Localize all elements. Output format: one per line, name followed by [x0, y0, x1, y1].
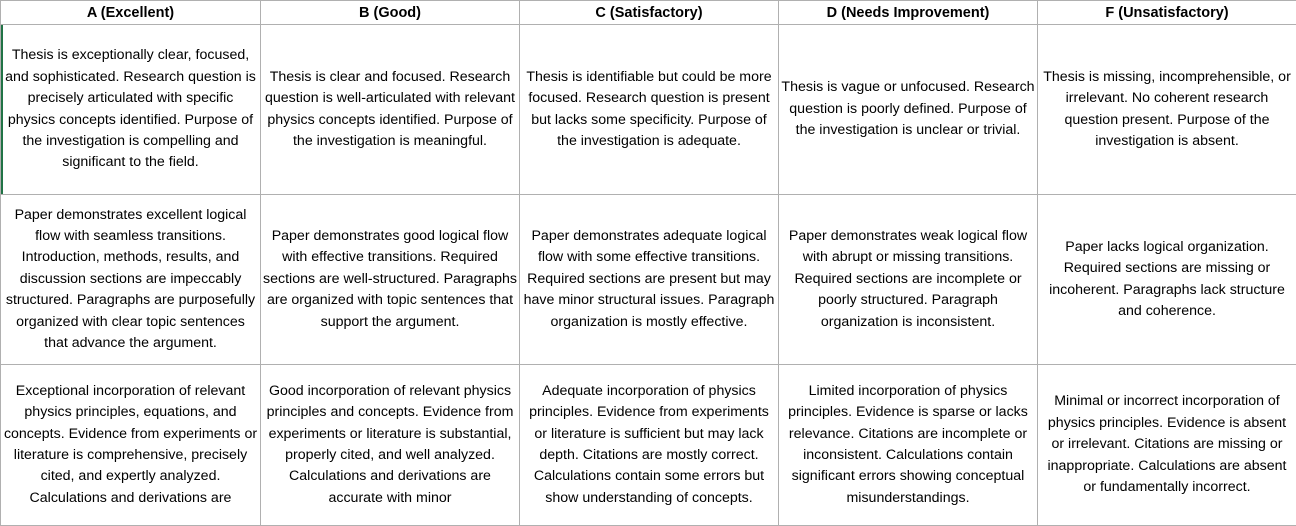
table-row-evidence [1, 365, 1296, 526]
cell-organization-b[interactable]: Paper demonstrates good logical flow with effective transitions. Required sections are well-structured. Paragraphs are organized with topic sentences that support the argument. [261, 195, 520, 365]
cell-organization-f[interactable]: Paper lacks logical organization. Required sections are missing or incoherent. Paragraphs lack structure and coherence. [1038, 195, 1296, 365]
header-row [1, 1, 1296, 25]
cell-thesis-b[interactable]: Thesis is clear and focused. Research question is well-articulated with relevant physics concepts identified. Purpose of the investigation is meaningful. [261, 25, 520, 195]
table-row-organization [1, 195, 1296, 365]
cell-evidence-b[interactable]: Good incorporation of relevant physics principles and concepts. Evidence from experiments or literature is substantial, properly cited, and well analyzed. Calculations and derivations are accurate with minor [261, 365, 520, 526]
cell-organization-a[interactable]: Paper demonstrates excellent logical flow with seamless transitions. Introduction, methods, results, and discussion sections are impeccably structured. Paragraphs are purposefully organized with clear topic sentences that advance the argument. [1, 195, 261, 365]
header-cell-a[interactable]: A (Excellent) [1, 1, 261, 25]
cell-evidence-f[interactable]: Minimal or incorrect incorporation of physics principles. Evidence is absent or irrelevant. Citations are missing or inappropriate. Calculations are absent or fundamentally incorrect. [1038, 365, 1296, 526]
table-row-thesis [1, 25, 1296, 195]
header-cell-c[interactable]: C (Satisfactory) [520, 1, 779, 25]
cell-evidence-d[interactable]: Limited incorporation of physics principles. Evidence is sparse or lacks relevance. Citations are incomplete or inconsistent. Calculations contain significant errors showing conceptual misunderstandings. [779, 365, 1038, 526]
header-cell-f[interactable]: F (Unsatisfactory) [1038, 1, 1296, 25]
cell-evidence-a[interactable]: Exceptional incorporation of relevant physics principles, equations, and concepts. Evidence from experiments or literature is comprehensive, precisely cited, and expertly analyzed. Calculations and derivations are [1, 365, 261, 526]
cell-thesis-d[interactable]: Thesis is vague or unfocused. Research question is poorly defined. Purpose of the investigation is unclear or trivial. [779, 25, 1038, 195]
cell-organization-c[interactable]: Paper demonstrates adequate logical flow with some effective transitions. Required sections are present but may have minor structural issues. Paragraph organization is mostly effective. [520, 195, 779, 365]
cell-organization-d[interactable]: Paper demonstrates weak logical flow with abrupt or missing transitions. Required sections are incomplete or poorly structured. Paragraph organization is inconsistent. [779, 195, 1038, 365]
cell-thesis-f[interactable]: Thesis is missing, incomprehensible, or irrelevant. No coherent research question present. Purpose of the investigation is absent. [1038, 25, 1296, 195]
header-cell-b[interactable]: B (Good) [261, 1, 520, 25]
cell-thesis-c[interactable]: Thesis is identifiable but could be more focused. Research question is present but lacks some specificity. Purpose of the investigation is adequate. [520, 25, 779, 195]
cell-evidence-c[interactable]: Adequate incorporation of physics principles. Evidence from experiments or literature is sufficient but may lack depth. Citations are mostly correct. Calculations contain some errors but show understanding of concepts. [520, 365, 779, 526]
cell-thesis-a[interactable]: Thesis is exceptionally clear, focused, and sophisticated. Research question is precisely articulated with specific physics concepts identified. Purpose of the investigation is compelling and significant to the field. [1, 25, 261, 195]
header-cell-d[interactable]: D (Needs Improvement) [779, 1, 1038, 25]
